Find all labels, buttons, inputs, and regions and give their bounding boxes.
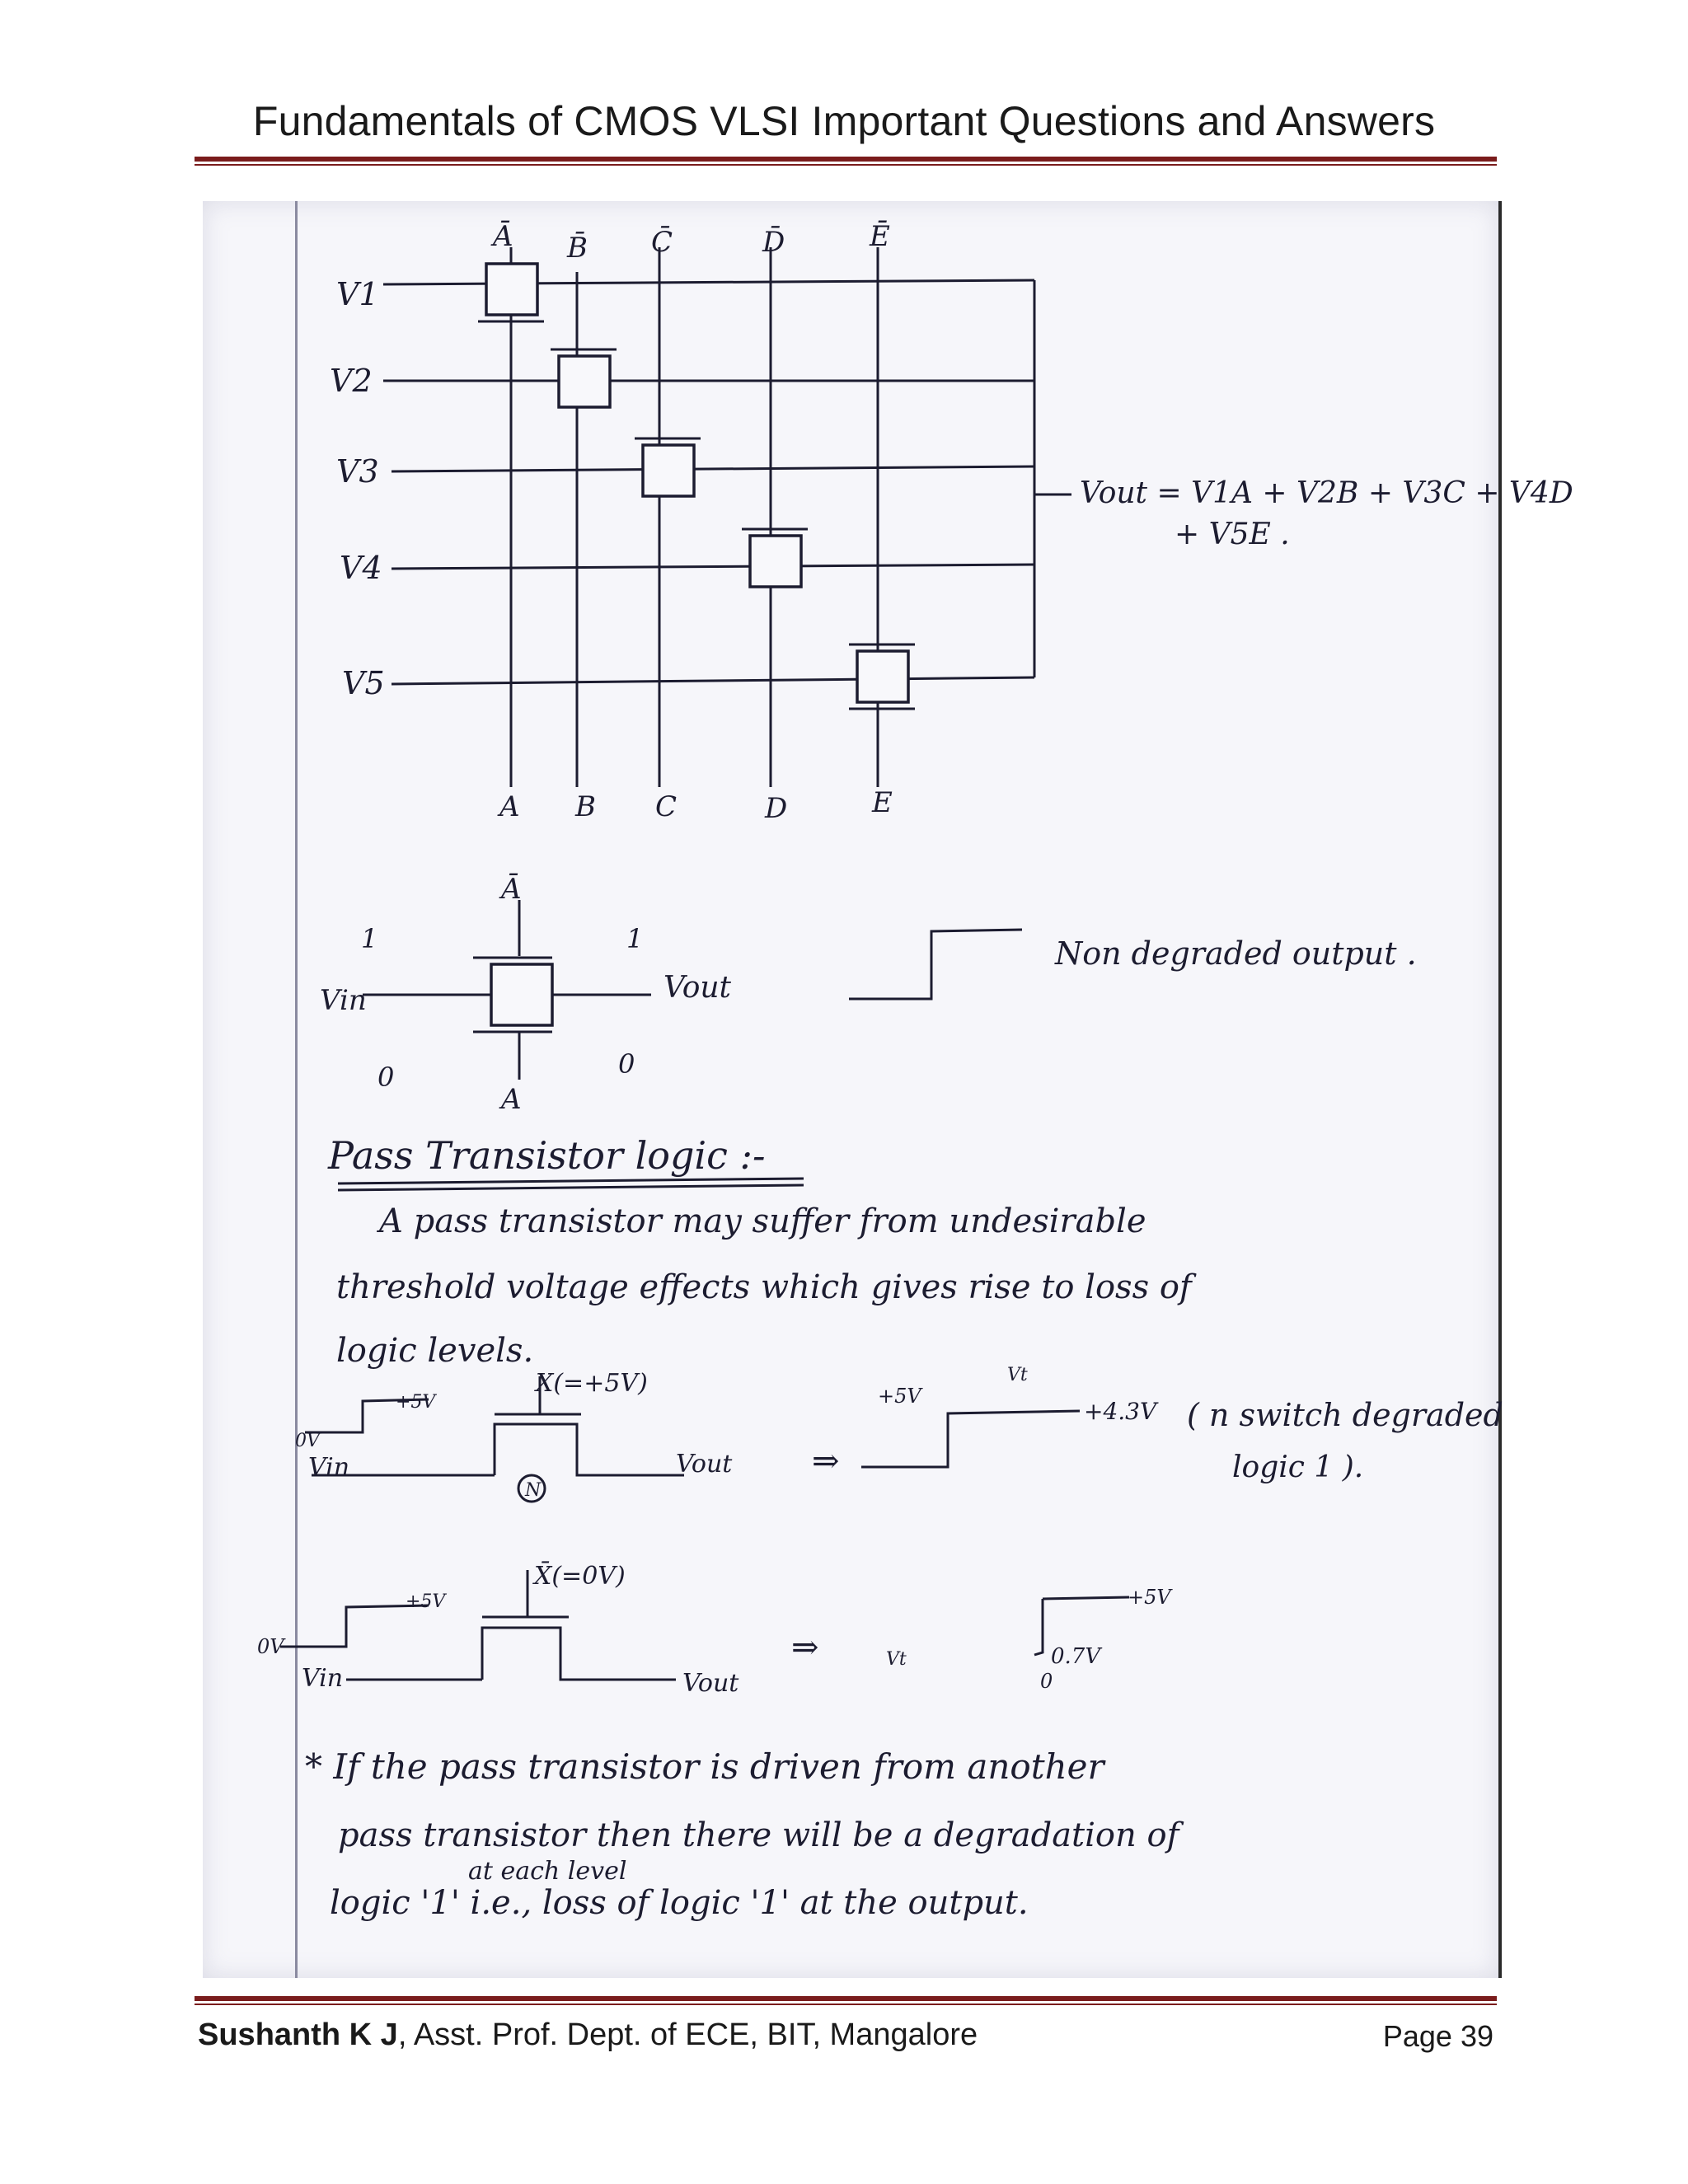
pmos-out-zero: 0 (1040, 1670, 1053, 1693)
nmos-device-label: N (525, 1480, 542, 1501)
switch-left-bottom: 0 (377, 1062, 395, 1093)
nmos-out-top: +5V (878, 1385, 921, 1408)
crossbar-row-label: V5 (342, 665, 385, 701)
nmos-output-label: Vout (676, 1450, 733, 1479)
crossbar-row-label: V2 (330, 363, 373, 399)
crossbar-bottom-label: C (655, 790, 678, 823)
switch-gate-bottom: A (501, 1083, 522, 1116)
switch-left-top: 1 (361, 923, 378, 954)
crossbar-diagram (383, 247, 1071, 787)
switch-output-label: Vout (663, 971, 732, 1005)
crossbar-bottom-label: A (499, 790, 520, 823)
switch-right-top: 1 (626, 923, 644, 954)
page-header-title: Fundamentals of CMOS VLSI Important Questions and Answers (252, 98, 1436, 144)
crossbar-bottom-label: E (872, 786, 893, 819)
nmos-out-level: +4.3V (1084, 1398, 1157, 1425)
footer-page-number: Page 39 (1382, 2019, 1493, 2053)
nmos-vt: Vt (1007, 1365, 1028, 1385)
paragraph-line: threshold voltage effects which gives rise to loss of (336, 1268, 1192, 1306)
pmos-out-level: 0.7V (1051, 1644, 1101, 1669)
footer-rule (195, 1996, 1497, 2001)
crossbar-top-label: D̄ (762, 226, 785, 259)
note-line: pass transistor then there will be a degradation of (338, 1816, 1179, 1854)
nmos-plus5-label: +5V (396, 1392, 436, 1413)
crossbar-output-equation: Vout = V1A + V2B + V3C + V4D (1080, 476, 1573, 510)
pmos-pass-diagram (280, 1570, 1129, 1680)
switch-input-label: Vin (320, 984, 367, 1017)
pmos-input-label: Vin (302, 1664, 344, 1693)
nmos-gate-label: X(=+5V) (536, 1369, 648, 1398)
paragraph-line: logic levels. (336, 1332, 534, 1370)
nmos-note: ( n switch degraded (1187, 1397, 1503, 1433)
crossbar-bottom-label: D (765, 792, 788, 825)
crossbar-bottom-label: B (575, 790, 596, 823)
nmos-input-label: Vin (308, 1453, 350, 1482)
pmos-plus5-label: +5V (406, 1591, 446, 1612)
footer-author: Sushanth K J (198, 2018, 398, 2052)
paragraph-line: A pass transistor may suffer from undesirable (379, 1202, 1146, 1240)
nmos-note-cont: logic 1 ). (1232, 1451, 1364, 1484)
crossbar-row-label: V1 (336, 276, 379, 312)
pmos-output-label: Vout (682, 1669, 739, 1698)
pmos-arrow: ⇒ (791, 1629, 819, 1666)
crossbar-top-label: Ā (493, 220, 513, 253)
note-line: logic '1' i.e., loss of logic '1' at the output. (330, 1884, 1029, 1922)
pmos-vt: Vt (886, 1649, 907, 1670)
nmos-arrow: ⇒ (812, 1442, 840, 1480)
crossbar-output-equation-cont: + V5E . (1175, 518, 1290, 551)
footer-affiliation: , Asst. Prof. Dept. of ECE, BIT, Mangalore (397, 2018, 978, 2052)
section-heading: Pass Transistor logic :- (328, 1133, 766, 1178)
switch-gate-top: Ā (501, 873, 522, 906)
pmos-zero-label: 0V (257, 1635, 284, 1658)
footer-rule-thin (195, 2004, 1497, 2005)
nmos-zero-label: 0V (295, 1431, 320, 1451)
crossbar-top-label: Ē (870, 220, 890, 253)
footer-author-line (198, 2018, 978, 2053)
note-insert: at each level (468, 1857, 627, 1886)
crossbar-row-label: V4 (340, 550, 382, 586)
crossbar-row-label: V3 (336, 453, 379, 490)
switch-right-bottom: 0 (618, 1048, 635, 1080)
crossbar-top-label: C̄ (651, 226, 673, 259)
note-line: * If the pass transistor is driven from another (305, 1746, 1104, 1787)
switch-caption: Non degraded output . (1055, 935, 1417, 972)
pmos-gate-label: X̄(=0V) (534, 1562, 626, 1591)
crossbar-top-label: B̄ (567, 232, 588, 265)
pmos-out-top: +5V (1128, 1586, 1171, 1609)
